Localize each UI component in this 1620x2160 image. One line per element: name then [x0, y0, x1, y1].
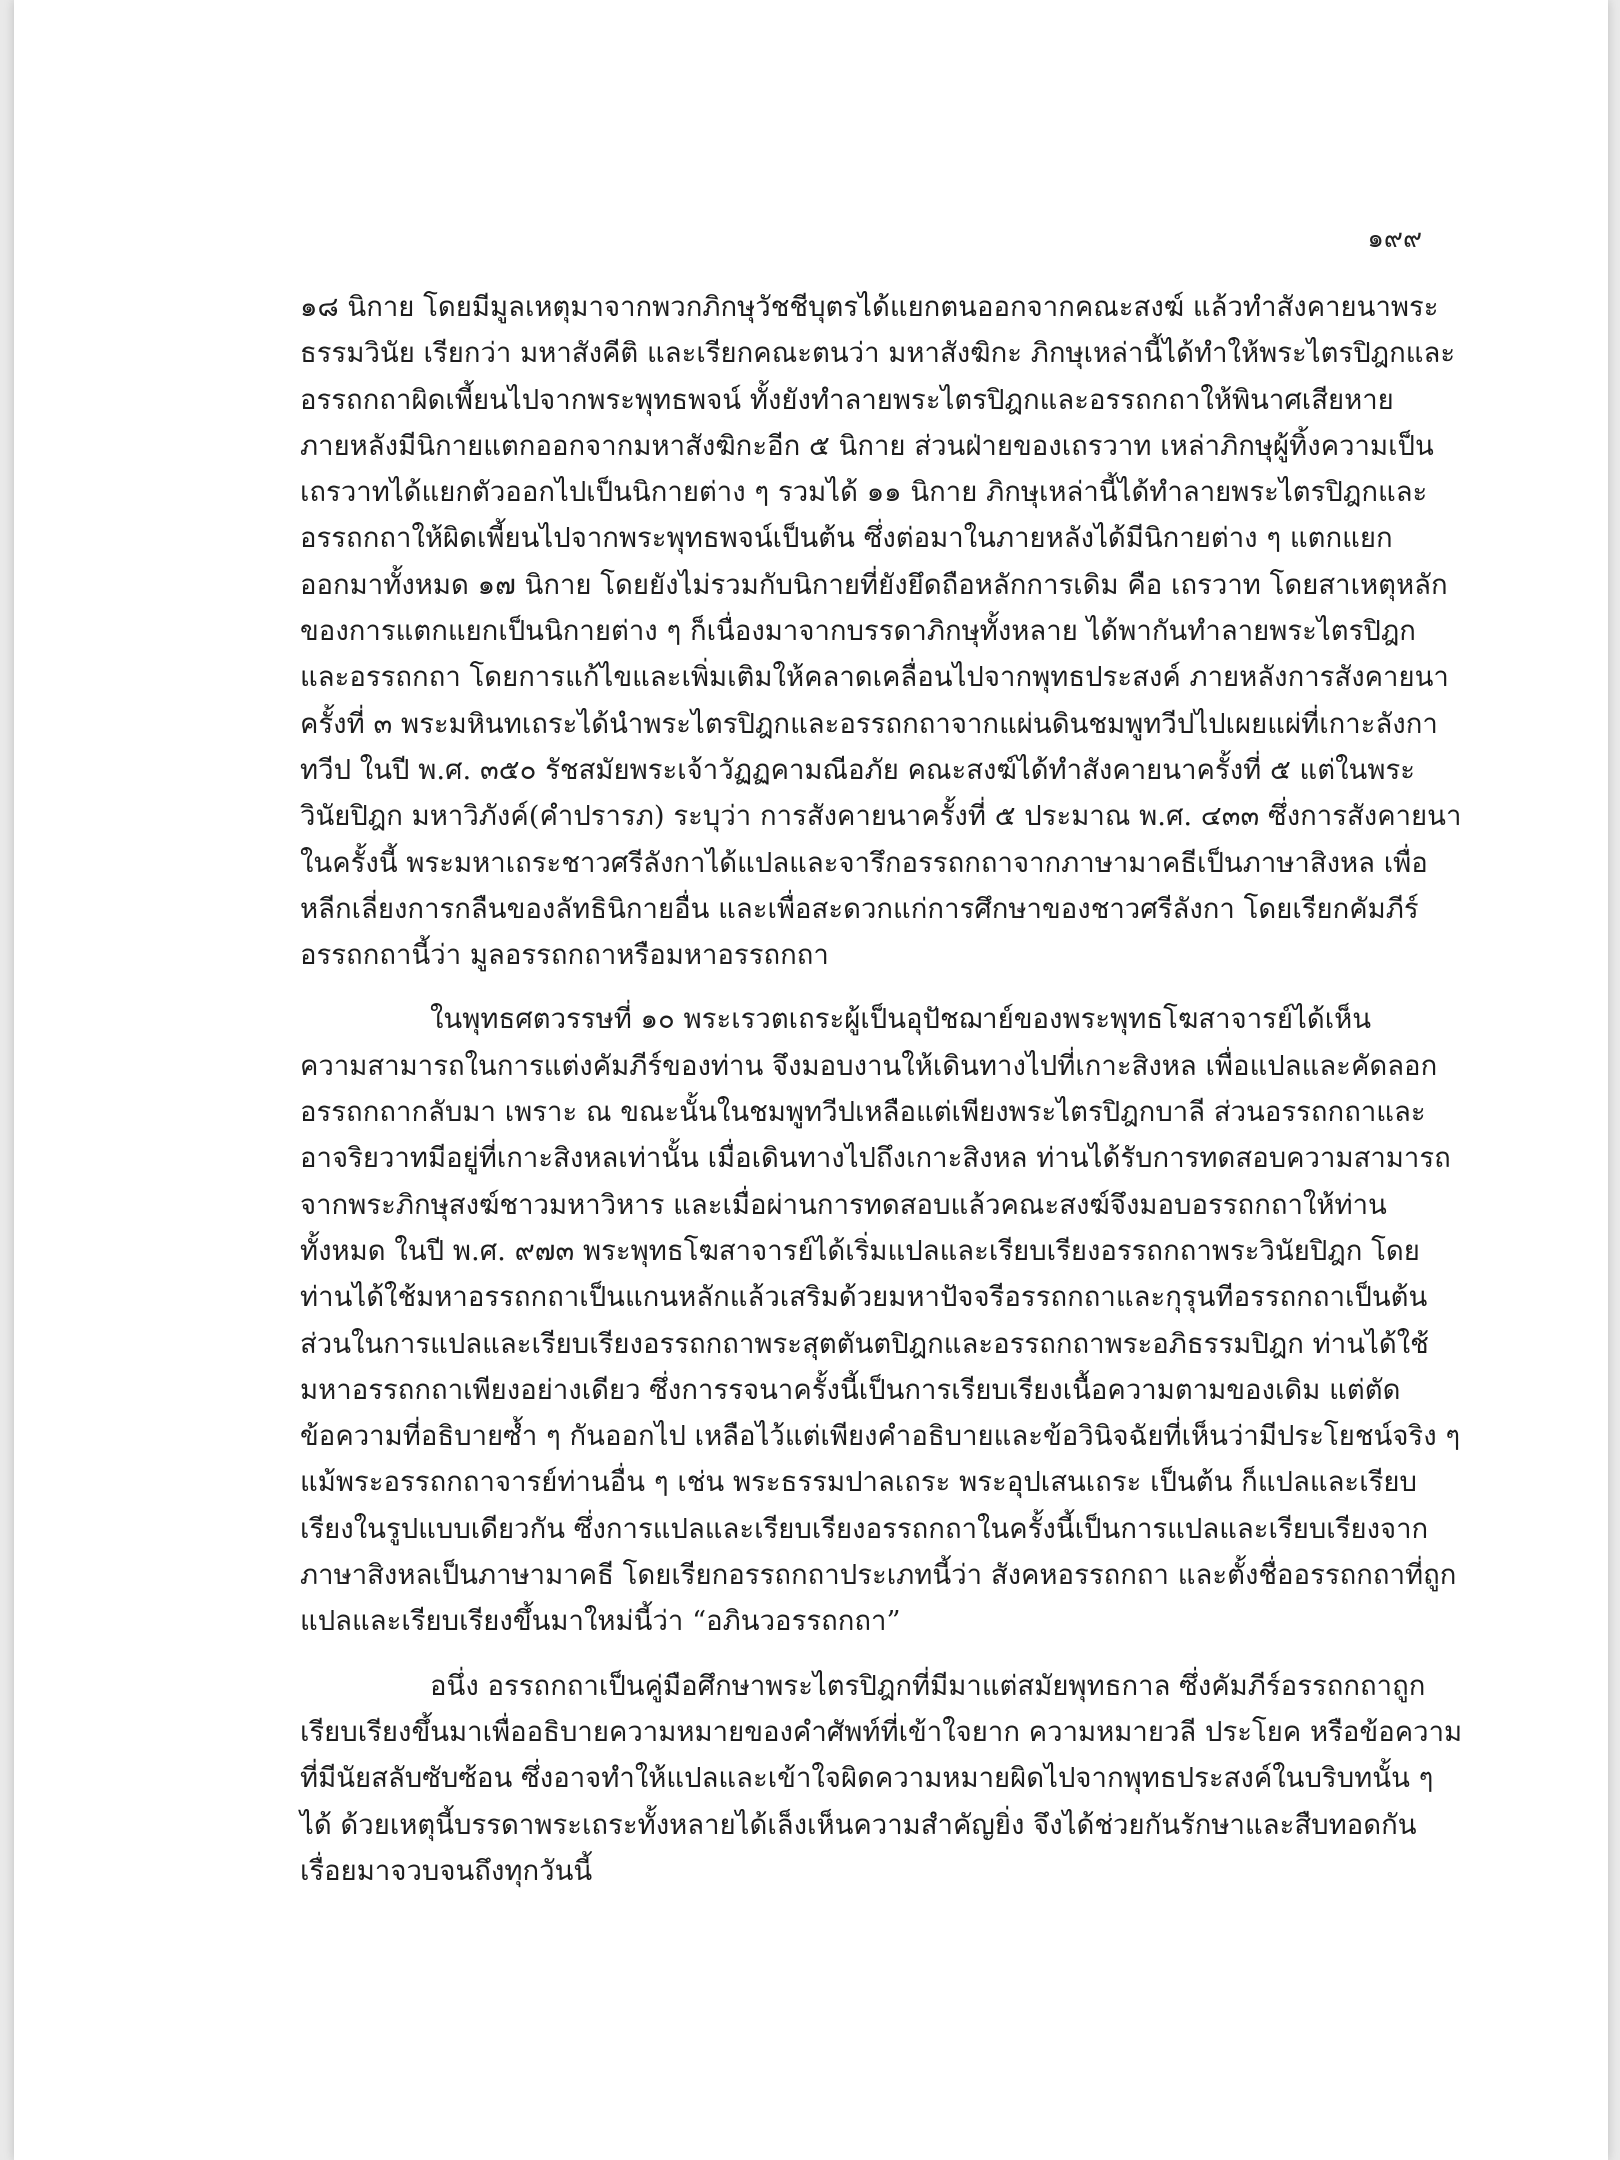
text-line: เรื่อยมาจวบจนถึงทุกวันนี้	[300, 1854, 593, 1887]
text-line: ครั้งที่ ๓ พระมหินทเถระได้นำพระไตรปิฎกและอรรถกถาจากแผ่นดินชมพูทวีปไปเผยแผ่ที่เกาะลังกา	[300, 707, 1438, 740]
text-line: ภายหลังมีนิกายแตกออกจากมหาสังฆิกะอีก ๕ นิกาย ส่วนฝ่ายของเถรวาท เหล่าภิกษุผู้ทิ้งความเป็น	[300, 429, 1434, 462]
text-line: ธรรมวินัย เรียกว่า มหาสังคีติ และเรียกคณะตนว่า มหาสังฆิกะ ภิกษุเหล่านี้ได้ทำให้พระไตรปิฎกและ	[300, 337, 1456, 370]
text-line: มหาอรรถกถาเพียงอย่างเดียว ซึ่งการรจนาครั้งนี้เป็นการเรียบเรียงเนื้อความตามของเดิม แต่ตัด	[300, 1373, 1401, 1406]
body-text	[300, 284, 1463, 1894]
page-number: ๑๙๙	[1367, 224, 1422, 254]
paragraph-2	[300, 996, 1461, 1644]
text-line: ในพุทธศตวรรษที่ ๑๐ พระเรวตเถระผู้เป็นอุปัชฌาย์ของพระพุทธโฆสาจารย์ได้เห็น	[430, 1003, 1372, 1036]
text-line: เถรวาทได้แยกตัวออกไปเป็นนิกายต่าง ๆ รวมได้ ๑๑ นิกาย ภิกษุเหล่านี้ได้ทำลายพระไตรปิฎกและ	[300, 476, 1428, 509]
paragraph-gap	[300, 1645, 1432, 1663]
text-line: ภาษาสิงหลเป็นภาษามาคธี โดยเรียกอรรถกถาประเภทนี้ว่า สังคหอรรถกถา และตั้งชื่ออรรถกถาที่ถูก	[300, 1559, 1457, 1592]
text-line: อรรถกถาให้ผิดเพี้ยนไปจากพระพุทธพจน์เป็นต้น ซึ่งต่อมาในภายหลังได้มีนิกายต่าง ๆ แตกแยก	[300, 522, 1393, 555]
text-line: ท่านได้ใช้มหาอรรถกถาเป็นแกนหลักแล้วเสริมด้วยมหาปัจจรีอรรถกถาและกุรุนทีอรรถกถาเป็นต้น	[300, 1281, 1428, 1314]
text-line: ในครั้งนี้ พระมหาเถระชาวศรีลังกาได้แปลและจารึกอรรถกถาจากภาษามาคธีเป็นภาษาสิงหล เพื่อ	[300, 846, 1428, 879]
text-line: และอรรถกถา โดยการแก้ไขและเพิ่มเติมให้คลาดเคลื่อนไปจากพุทธประสงค์ ภายหลังการสังคายนา	[300, 661, 1449, 694]
text-line: ๑๘ นิกาย โดยมีมูลเหตุมาจากพวกภิกษุวัชชีบุตรได้แยกตนออกจากคณะสงฆ์ แล้วทำสังคายนาพระ	[300, 291, 1439, 323]
text-line: หลีกเลี่ยงการกลืนของลัทธินิกายอื่น และเพื่อสะดวกแก่การศึกษาของชาวศรีลังกา โดยเรียกคัมภีร์	[300, 892, 1419, 925]
document-page	[14, 0, 1608, 2160]
text-line: อนึ่ง อรรถกถาเป็นคู่มือศึกษาพระไตรปิฎกที่มีมาแต่สมัยพุทธกาล ซึ่งคัมภีร์อรรถกถาถูก	[430, 1669, 1426, 1702]
text-line: เรียบเรียงขึ้นมาเพื่ออธิบายความหมายของคำศัพท์ที่เข้าใจยาก ความหมายวลี ประโยค หรือข้อความ	[300, 1715, 1463, 1748]
text-line: อรรถกถาผิดเพี้ยนไปจากพระพุทธพจน์ ทั้งยังทำลายพระไตรปิฎกและอรรถกถาให้พินาศเสียหาย	[300, 383, 1394, 416]
text-line: อรรถกถานี้ว่า มูลอรรถกถาหรือมหาอรรถกถา	[300, 939, 829, 972]
text-line: ข้อความที่อธิบายซ้ำ ๆ กันออกไป เหลือไว้แต่เพียงคำอธิบายและข้อวินิจฉัยที่เห็นว่ามีประโยชน์จริง ๆ	[300, 1420, 1461, 1453]
text-line: ได้ ด้วยเหตุนี้บรรดาพระเถระทั้งหลายได้เล็งเห็นความสำคัญยิ่ง จึงได้ช่วยกันรักษาและสืบทอดกัน	[300, 1808, 1417, 1841]
text-line: แปลและเรียบเรียงขึ้นมาใหม่นี้ว่า “อภินวอรรถกถา”	[300, 1605, 901, 1638]
text-line: แม้พระอรรถกถาจารย์ท่านอื่น ๆ เช่น พระธรรมปาลเถระ พระอุปเสนเถระ เป็นต้น ก็แปลและเรียบ	[300, 1466, 1417, 1499]
text-line: อาจริยวาทมีอยู่ที่เกาะสิงหลเท่านั้น เมื่อเดินทางไปถึงเกาะสิงหล ท่านได้รับการทดสอบความสามารถ	[300, 1142, 1451, 1175]
paragraph-gap	[300, 978, 1432, 996]
text-line: วินัยปิฎก มหาวิภังค์(คำปรารภ) ระบุว่า การสังคายนาครั้งที่ ๕ ประมาณ พ.ศ. ๔๓๓ ซึ่งการสังคายนา	[300, 800, 1462, 833]
text-line: ทวีป ในปี พ.ศ. ๓๕๐ รัชสมัยพระเจ้าวัฏฏคามณีอภัย คณะสงฆ์ได้ทำสังคายนาครั้งที่ ๕ แต่ในพระ	[300, 753, 1416, 786]
text-line: เรียงในรูปแบบเดียวกัน ซึ่งการแปลและเรียบเรียงอรรถกถาในครั้งนี้เป็นการแปลและเรียบเรียงจาก	[300, 1512, 1429, 1545]
text-line: ที่มีนัยสลับซับซ้อน ซึ่งอาจทำให้แปลและเข้าใจผิดความหมายผิดไปจากพุทธประสงค์ในบริบทนั้น ๆ	[300, 1762, 1434, 1795]
paragraph-1	[300, 284, 1462, 978]
text-line: ส่วนในการแปลและเรียบเรียงอรรถกถาพระสุตตันตปิฎกและอรรถกถาพระอภิธรรมปิฎก ท่านได้ใช้	[300, 1327, 1429, 1360]
text-line: ทั้งหมด ในปี พ.ศ. ๙๗๓ พระพุทธโฆสาจารย์ได้เริ่มแปลและเรียบเรียงอรรถกถาพระวินัยปิฎก โดย	[300, 1234, 1420, 1267]
paragraph-3	[300, 1663, 1463, 1894]
text-line: จากพระภิกษุสงฆ์ชาวมหาวิหาร และเมื่อผ่านการทดสอบแล้วคณะสงฆ์จึงมอบอรรถกถาให้ท่าน	[300, 1188, 1387, 1221]
text-line: ออกมาทั้งหมด ๑๗ นิกาย โดยยังไม่รวมกับนิกายที่ยังยึดถือหลักการเดิม คือ เถรวาท โดยสาเหตุหลัก	[300, 568, 1448, 601]
text-line: ความสามารถในการแต่งคัมภีร์ของท่าน จึงมอบงานให้เดินทางไปที่เกาะสิงหล เพื่อแปลและคัดลอก	[300, 1049, 1438, 1082]
text-line: ของการแตกแยกเป็นนิกายต่าง ๆ ก็เนื่องมาจากบรรดาภิกษุทั้งหลาย ได้พากันทำลายพระไตรปิฎก	[300, 615, 1416, 648]
text-line: อรรถกถากลับมา เพราะ ณ ขณะนั้นในชมพูทวีปเหลือแต่เพียงพระไตรปิฎกบาลี ส่วนอรรถกถาและ	[300, 1096, 1426, 1129]
